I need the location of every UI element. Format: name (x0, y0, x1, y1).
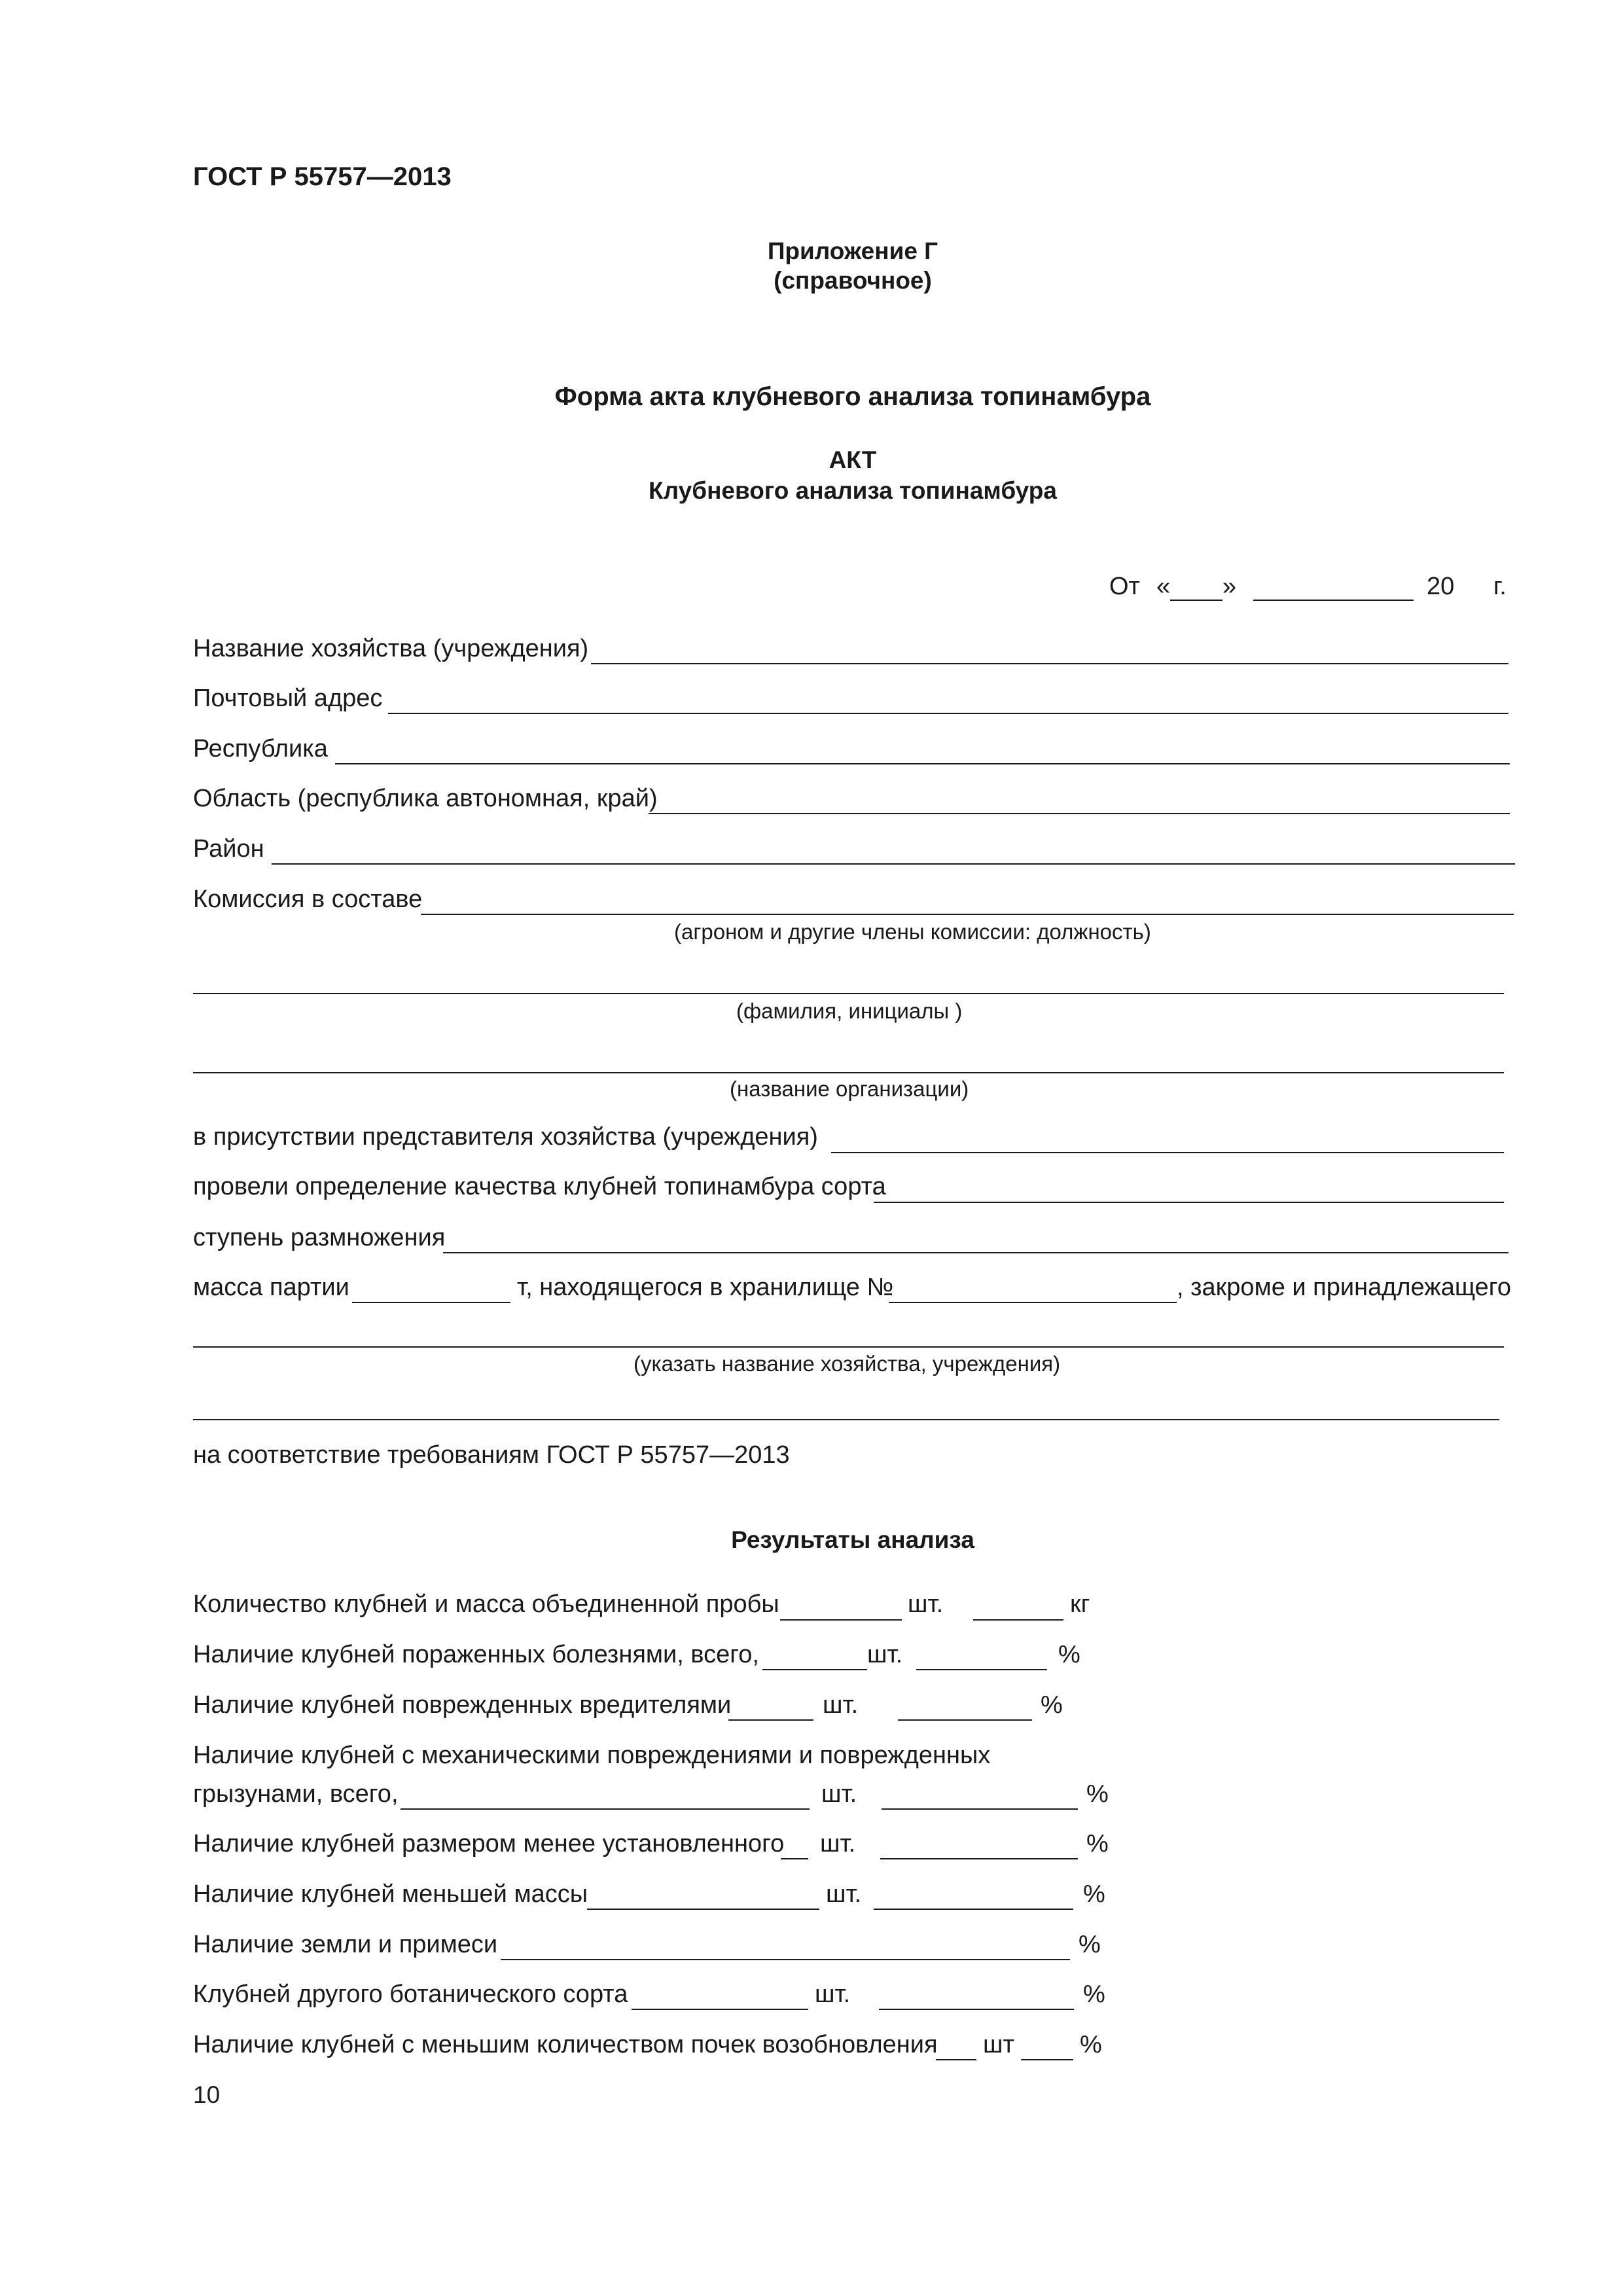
result-row-5-label: Наличие клубней размером менее установленного (193, 1830, 785, 1857)
owner-blank-2[interactable] (193, 1419, 1499, 1420)
result-row-8-label: Клубней другого ботанического сорта (193, 1981, 628, 2008)
postal-address-blank[interactable] (388, 713, 1508, 714)
standard-header: ГОСТ Р 55757—2013 (193, 162, 452, 191)
result-row-8-unit-1: шт. (815, 1981, 851, 2008)
result-row-4-count-blank[interactable] (401, 1808, 810, 1810)
results-title: Результаты анализа (731, 1526, 974, 1553)
result-row-2-count-blank[interactable] (762, 1669, 867, 1670)
page-number: 10 (193, 2081, 221, 2108)
result-row-5-percent-blank[interactable] (880, 1858, 1078, 1859)
region-label: Область (республика автономная, край) (193, 785, 658, 812)
variety-blank[interactable] (874, 1202, 1504, 1203)
result-row-3-percent-blank[interactable] (898, 1719, 1032, 1721)
act-title: АКТ (829, 446, 877, 473)
result-row-6-unit-1: шт. (826, 1880, 862, 1908)
result-row-3-count-blank[interactable] (728, 1719, 813, 1721)
result-row-8-unit-2: % (1083, 1981, 1105, 2008)
form-title: Форма акта клубневого анализа топинамбура (554, 382, 1151, 411)
result-row-3-label: Наличие клубней поврежденных вредителями (193, 1691, 732, 1719)
result-row-1-unit-1: шт. (908, 1590, 944, 1618)
result-row-5-unit-2: % (1086, 1830, 1109, 1857)
date-day-blank[interactable] (1170, 600, 1222, 601)
republic-label: Республика (193, 735, 328, 762)
date-quote-open: « (1156, 573, 1171, 600)
result-row-4-label-a: Наличие клубней с механическими повреждениями и поврежденных (193, 1742, 991, 1769)
organization-hint: (название организации) (730, 1077, 969, 1101)
result-row-9-count-blank[interactable] (936, 2059, 976, 2060)
mass-tail-label: , закроме и принадлежащего (1177, 1274, 1511, 1301)
result-row-3-unit-2: % (1041, 1691, 1063, 1719)
result-row-1-mass-blank[interactable] (973, 1619, 1063, 1621)
presence-blank[interactable] (831, 1152, 1504, 1153)
result-row-9-unit-1: шт (983, 2031, 1014, 2058)
result-row-1-label: Количество клубней и масса объединенной пробы (193, 1590, 779, 1618)
surname-blank[interactable] (193, 993, 1504, 994)
owner-blank[interactable] (193, 1346, 1504, 1348)
result-row-1-count-blank[interactable] (780, 1619, 902, 1621)
act-subtitle: Клубневого анализа топинамбура (649, 477, 1057, 504)
result-row-9-unit-2: % (1080, 2031, 1102, 2058)
mass-unit-label: т, находящегося в хранилище № (517, 1274, 894, 1301)
organization-blank[interactable] (193, 1072, 1504, 1073)
district-blank[interactable] (272, 863, 1515, 865)
commission-hint: (агроном и другие члены комиссии: должность) (674, 920, 1151, 944)
district-label: Район (193, 835, 264, 863)
result-row-8-count-blank[interactable] (632, 2009, 808, 2010)
result-row-6-unit-2: % (1083, 1880, 1105, 1908)
result-row-4-unit-1: шт. (821, 1780, 857, 1808)
result-row-5-unit-1: шт. (820, 1830, 856, 1857)
result-row-4-percent-blank[interactable] (882, 1808, 1078, 1810)
commission-label: Комиссия в составе (193, 886, 423, 913)
result-row-2-percent-blank[interactable] (916, 1669, 1047, 1670)
region-blank[interactable] (649, 813, 1510, 814)
result-row-7-label: Наличие земли и примеси (193, 1931, 498, 1958)
mass-label: масса партии (193, 1274, 349, 1301)
date-month-blank[interactable] (1253, 600, 1414, 601)
storage-number-blank[interactable] (889, 1302, 1177, 1303)
result-row-7-unit-2: % (1079, 1931, 1101, 1958)
result-row-6-percent-blank[interactable] (874, 1909, 1073, 1910)
result-row-1-unit-2: кг (1070, 1590, 1090, 1618)
date-year-prefix: 20 (1427, 573, 1455, 600)
result-row-2-unit-1: шт. (867, 1641, 903, 1668)
date-quote-close: » (1222, 573, 1237, 600)
conformity-text: на соответствие требованиям ГОСТ Р 55757—2013 (193, 1441, 790, 1469)
farm-name-label: Название хозяйства (учреждения) (193, 635, 589, 662)
republic-blank[interactable] (335, 763, 1510, 764)
date-from-label: От (1109, 573, 1140, 600)
appendix-subtitle: (справочное) (774, 267, 932, 294)
result-row-4-label-b: грызунами, всего, (193, 1780, 399, 1808)
result-row-3-unit-1: шт. (823, 1691, 859, 1719)
quality-label: провели определение качества клубней топинамбура сорта (193, 1173, 886, 1200)
result-row-5-count-blank[interactable] (781, 1858, 808, 1859)
presence-label: в присутствии представителя хозяйства (учреждения) (193, 1123, 818, 1151)
mass-blank[interactable] (352, 1302, 510, 1303)
result-row-2-label: Наличие клубней пораженных болезнями, всего, (193, 1641, 759, 1668)
stage-blank[interactable] (443, 1252, 1508, 1253)
owner-hint: (указать название хозяйства, учреждения) (633, 1352, 1061, 1376)
stage-label: ступень размножения (193, 1224, 446, 1251)
result-row-7-percent-blank[interactable] (501, 1959, 1070, 1960)
result-row-9-label: Наличие клубней с меньшим количеством почек возобновления (193, 2031, 938, 2058)
result-row-8-percent-blank[interactable] (879, 2009, 1074, 2010)
result-row-9-percent-blank[interactable] (1021, 2059, 1073, 2060)
postal-address-label: Почтовый адрес (193, 685, 383, 712)
result-row-6-label: Наличие клубней меньшей массы (193, 1880, 588, 1908)
surname-hint: (фамилия, инициалы ) (736, 999, 963, 1023)
result-row-6-count-blank[interactable] (587, 1909, 819, 1910)
date-year-suffix: г. (1493, 573, 1507, 600)
appendix-title: Приложение Г (767, 238, 938, 264)
result-row-4-unit-2: % (1086, 1780, 1109, 1808)
farm-name-blank[interactable] (591, 663, 1508, 664)
commission-blank[interactable] (421, 914, 1514, 915)
result-row-2-unit-2: % (1058, 1641, 1080, 1668)
